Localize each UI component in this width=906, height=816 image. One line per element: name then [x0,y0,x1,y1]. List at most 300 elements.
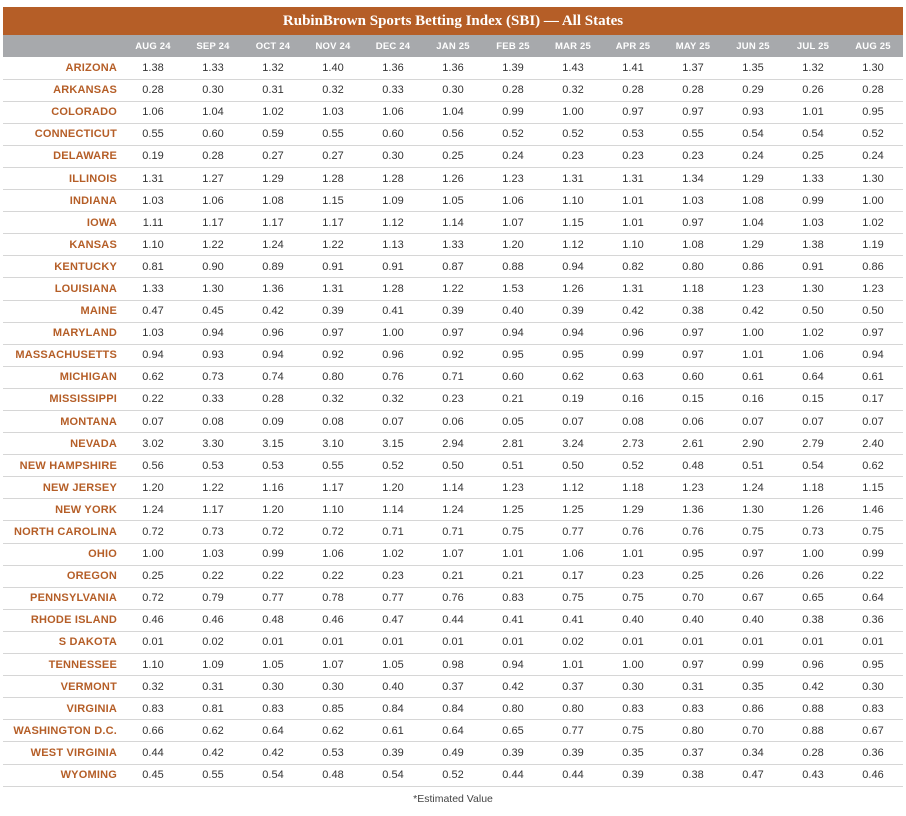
value-cell: 1.29 [262,172,284,185]
value-cell: 0.23 [562,150,584,163]
value-cell: 0.62 [142,371,164,384]
value-cell: 1.04 [442,106,464,119]
value-cell: 0.52 [562,128,584,141]
value-cell: 1.04 [742,216,764,229]
value-cell: 1.17 [322,481,344,494]
table-row [3,477,903,499]
value-cell: 0.82 [622,260,644,273]
value-cell: 1.06 [322,548,344,561]
table-row [3,278,903,300]
value-cell: 1.28 [382,282,404,295]
value-cell: 0.56 [142,459,164,472]
value-cell: 0.42 [622,305,644,318]
value-cell: 1.39 [502,61,524,74]
value-cell: 1.10 [142,238,164,251]
state-label: DELAWARE [53,150,117,163]
value-cell: 0.40 [382,680,404,693]
value-cell: 1.10 [142,658,164,671]
value-cell: 0.83 [262,702,284,715]
value-cell: 0.94 [562,260,584,273]
value-cell: 1.03 [682,194,704,207]
value-cell: 0.81 [202,702,224,715]
value-cell: 0.94 [142,349,164,362]
value-cell: 1.41 [622,61,644,74]
value-cell: 0.50 [562,459,584,472]
table-row [3,565,903,587]
value-cell: 0.46 [142,614,164,627]
value-cell: 0.95 [502,349,524,362]
state-label: KENTUCKY [54,260,117,273]
value-cell: 0.25 [442,150,464,163]
value-cell: 0.32 [322,393,344,406]
value-cell: 0.51 [742,459,764,472]
value-cell: 0.33 [202,393,224,406]
value-cell: 0.87 [442,260,464,273]
value-cell: 1.20 [382,481,404,494]
value-cell: 0.01 [862,636,884,649]
value-cell: 0.62 [202,724,224,737]
value-cell: 1.06 [142,106,164,119]
value-cell: 0.44 [562,769,584,782]
value-cell: 0.07 [802,415,824,428]
value-cell: 0.99 [802,194,824,207]
value-cell: 0.31 [262,84,284,97]
value-cell: 0.15 [682,393,704,406]
value-cell: 0.17 [562,570,584,583]
value-cell: 1.53 [502,282,524,295]
value-cell: 1.12 [382,216,404,229]
value-cell: 0.40 [742,614,764,627]
value-cell: 0.48 [262,614,284,627]
value-cell: 1.17 [262,216,284,229]
value-cell: 0.01 [262,636,284,649]
value-cell: 1.06 [502,194,524,207]
value-cell: 0.01 [322,636,344,649]
value-cell: 1.15 [562,216,584,229]
value-cell: 0.23 [622,150,644,163]
value-cell: 1.33 [202,61,224,74]
value-cell: 0.52 [622,459,644,472]
value-cell: 0.73 [202,526,224,539]
value-cell: 0.73 [802,526,824,539]
value-cell: 0.99 [262,548,284,561]
value-cell: 0.30 [442,84,464,97]
state-label: OHIO [88,548,117,561]
table-body [3,57,903,786]
value-cell: 0.22 [142,393,164,406]
table-row [3,388,903,410]
value-cell: 1.18 [682,282,704,295]
value-cell: 1.02 [382,548,404,561]
value-cell: 0.77 [562,526,584,539]
value-cell: 0.70 [742,724,764,737]
value-cell: 1.26 [802,503,824,516]
value-cell: 0.84 [382,702,404,715]
value-cell: 3.15 [382,437,404,450]
value-cell: 0.21 [442,570,464,583]
value-cell: 1.07 [322,658,344,671]
table-row [3,654,903,676]
table-row [3,234,903,256]
value-cell: 0.94 [562,327,584,340]
value-cell: 0.86 [742,260,764,273]
value-cell: 1.26 [442,172,464,185]
state-label: ILLINOIS [68,172,117,185]
value-cell: 0.80 [682,724,704,737]
value-cell: 0.65 [502,724,524,737]
value-cell: 1.14 [442,481,464,494]
value-cell: 0.23 [622,570,644,583]
value-cell: 0.28 [262,393,284,406]
header-state-column [3,35,123,57]
value-cell: 0.60 [502,371,524,384]
state-label: INDIANA [69,194,117,207]
value-cell: 1.12 [562,481,584,494]
value-cell: 0.01 [502,636,524,649]
value-cell: 0.76 [682,526,704,539]
value-cell: 0.55 [142,128,164,141]
value-cell: 1.18 [802,481,824,494]
value-cell: 0.47 [382,614,404,627]
value-cell: 0.41 [502,614,524,627]
value-cell: 0.50 [442,459,464,472]
column-header: NOV 24 [315,40,351,52]
value-cell: 2.73 [622,437,644,450]
value-cell: 0.36 [862,746,884,759]
value-cell: 0.53 [202,459,224,472]
value-cell: 0.53 [322,746,344,759]
footnote: *Estimated Value [413,792,493,805]
value-cell: 1.26 [562,282,584,295]
value-cell: 1.00 [742,327,764,340]
value-cell: 1.17 [202,503,224,516]
value-cell: 0.26 [742,570,764,583]
value-cell: 0.75 [502,526,524,539]
column-header: FEB 25 [496,40,530,52]
state-label: KANSAS [69,238,117,251]
value-cell: 0.05 [502,415,524,428]
value-cell: 1.30 [202,282,224,295]
value-cell: 0.97 [682,658,704,671]
value-cell: 1.32 [802,61,824,74]
value-cell: 0.53 [622,128,644,141]
value-cell: 0.84 [442,702,464,715]
value-cell: 0.95 [682,548,704,561]
value-cell: 0.80 [502,702,524,715]
value-cell: 0.97 [682,216,704,229]
value-cell: 0.95 [562,349,584,362]
value-cell: 1.05 [382,658,404,671]
value-cell: 1.03 [802,216,824,229]
value-cell: 0.24 [502,150,524,163]
value-cell: 1.01 [502,548,524,561]
value-cell: 0.92 [322,349,344,362]
value-cell: 0.31 [202,680,224,693]
value-cell: 0.83 [142,702,164,715]
value-cell: 0.96 [622,327,644,340]
value-cell: 0.01 [442,636,464,649]
state-label: WASHINGTON D.C. [13,724,117,737]
value-cell: 0.80 [682,260,704,273]
value-cell: 0.72 [262,526,284,539]
value-cell: 0.97 [682,106,704,119]
value-cell: 0.65 [802,592,824,605]
value-cell: 0.52 [502,128,524,141]
value-cell: 0.92 [442,349,464,362]
value-cell: 0.06 [682,415,704,428]
column-header: APR 25 [615,40,651,52]
value-cell: 0.55 [202,769,224,782]
value-cell: 0.39 [442,305,464,318]
value-cell: 1.40 [322,61,344,74]
value-cell: 0.60 [682,371,704,384]
value-cell: 0.52 [382,459,404,472]
value-cell: 0.55 [682,128,704,141]
table-row [3,145,903,167]
state-label: ARIZONA [65,61,117,74]
value-cell: 0.97 [442,327,464,340]
column-header: AUG 25 [855,40,891,52]
value-cell: 0.25 [682,570,704,583]
table-row [3,764,903,786]
value-cell: 1.24 [742,481,764,494]
column-header: JUN 25 [736,40,770,52]
value-cell: 0.23 [382,570,404,583]
value-cell: 1.07 [442,548,464,561]
value-cell: 0.46 [862,769,884,782]
value-cell: 0.39 [382,746,404,759]
state-label: MASSACHUSETTS [15,349,117,362]
value-cell: 1.31 [622,282,644,295]
value-cell: 1.03 [142,327,164,340]
value-cell: 0.01 [142,636,164,649]
value-cell: 0.30 [202,84,224,97]
value-cell: 0.64 [802,371,824,384]
value-cell: 0.97 [682,349,704,362]
value-cell: 0.99 [502,106,524,119]
value-cell: 0.64 [862,592,884,605]
value-cell: 0.19 [562,393,584,406]
value-cell: 0.30 [622,680,644,693]
value-cell: 1.36 [382,61,404,74]
value-cell: 0.83 [682,702,704,715]
value-cell: 0.42 [802,680,824,693]
value-cell: 0.59 [262,128,284,141]
table-row [3,167,903,189]
state-label: NEW JERSEY [42,481,117,494]
value-cell: 1.31 [142,172,164,185]
value-cell: 0.89 [262,260,284,273]
value-cell: 0.48 [322,769,344,782]
value-cell: 0.46 [322,614,344,627]
value-cell: 1.15 [322,194,344,207]
value-cell: 1.22 [442,282,464,295]
value-cell: 0.26 [802,570,824,583]
value-cell: 1.20 [502,238,524,251]
value-cell: 0.41 [382,305,404,318]
value-cell: 0.02 [562,636,584,649]
value-cell: 0.40 [502,305,524,318]
value-cell: 1.16 [262,481,284,494]
column-header: OCT 24 [255,40,291,52]
value-cell: 0.37 [682,746,704,759]
value-cell: 0.91 [382,260,404,273]
value-cell: 1.00 [802,548,824,561]
value-cell: 0.97 [862,327,884,340]
value-cell: 1.36 [442,61,464,74]
value-cell: 0.54 [742,128,764,141]
value-cell: 3.02 [142,437,164,450]
value-cell: 0.21 [502,393,524,406]
value-cell: 0.80 [562,702,584,715]
value-cell: 1.12 [562,238,584,251]
state-label: LOUISIANA [54,282,117,295]
value-cell: 0.94 [502,658,524,671]
state-label: COLORADO [51,106,117,119]
state-label: NEVADA [70,437,117,450]
value-cell: 1.00 [562,106,584,119]
value-cell: 0.29 [742,84,764,97]
value-cell: 1.36 [262,282,284,295]
value-cell: 1.32 [262,61,284,74]
value-cell: 1.38 [142,61,164,74]
value-cell: 1.30 [802,282,824,295]
value-cell: 1.29 [742,238,764,251]
value-cell: 1.08 [742,194,764,207]
value-cell: 0.54 [802,128,824,141]
value-cell: 0.31 [682,680,704,693]
value-cell: 0.38 [802,614,824,627]
value-cell: 1.17 [322,216,344,229]
value-cell: 0.94 [262,349,284,362]
value-cell: 0.78 [322,592,344,605]
value-cell: 0.70 [682,592,704,605]
value-cell: 0.35 [622,746,644,759]
state-label: MAINE [80,305,117,318]
column-header: DEC 24 [375,40,411,52]
value-cell: 1.06 [382,106,404,119]
value-cell: 1.05 [442,194,464,207]
value-cell: 0.07 [862,415,884,428]
value-cell: 1.10 [322,503,344,516]
value-cell: 1.29 [742,172,764,185]
value-cell: 0.39 [502,746,524,759]
value-cell: 0.44 [502,769,524,782]
value-cell: 0.46 [202,614,224,627]
value-cell: 1.10 [622,238,644,251]
value-cell: 0.28 [142,84,164,97]
value-cell: 0.67 [742,592,764,605]
value-cell: 1.20 [262,503,284,516]
value-cell: 0.56 [442,128,464,141]
value-cell: 1.37 [682,61,704,74]
table-row [3,499,903,521]
table-row [3,366,903,388]
value-cell: 0.32 [562,84,584,97]
value-cell: 0.32 [322,84,344,97]
value-cell: 0.96 [382,349,404,362]
value-cell: 0.45 [202,305,224,318]
value-cell: 0.50 [862,305,884,318]
state-label: VERMONT [60,680,117,693]
value-cell: 0.75 [622,724,644,737]
value-cell: 1.01 [622,548,644,561]
table-row [3,455,903,477]
value-cell: 0.28 [862,84,884,97]
value-cell: 0.76 [622,526,644,539]
value-cell: 0.09 [262,415,284,428]
value-cell: 0.71 [442,371,464,384]
value-cell: 1.24 [442,503,464,516]
table-row [3,79,903,101]
value-cell: 0.01 [622,636,644,649]
value-cell: 1.28 [322,172,344,185]
table-row [3,720,903,742]
value-cell: 0.97 [322,327,344,340]
state-label: MICHIGAN [59,371,117,384]
value-cell: 1.27 [202,172,224,185]
value-cell: 0.01 [742,636,764,649]
value-cell: 0.01 [802,636,824,649]
value-cell: 1.08 [262,194,284,207]
column-header: MAY 25 [675,40,711,52]
value-cell: 0.30 [382,150,404,163]
value-cell: 2.40 [862,437,884,450]
table-row [3,411,903,433]
value-cell: 1.01 [802,106,824,119]
value-cell: 0.16 [742,393,764,406]
value-cell: 0.07 [142,415,164,428]
value-cell: 1.09 [202,658,224,671]
value-cell: 1.38 [802,238,824,251]
value-cell: 0.75 [562,592,584,605]
state-label: PENNSYLVANIA [30,592,117,605]
value-cell: 0.39 [562,746,584,759]
value-cell: 0.61 [742,371,764,384]
table-row [3,300,903,322]
value-cell: 0.81 [142,260,164,273]
column-header: JAN 25 [436,40,470,52]
value-cell: 0.42 [502,680,524,693]
value-cell: 1.36 [682,503,704,516]
value-cell: 0.91 [802,260,824,273]
value-cell: 0.07 [382,415,404,428]
value-cell: 0.21 [502,570,524,583]
value-cell: 1.01 [742,349,764,362]
value-cell: 1.23 [862,282,884,295]
value-cell: 0.38 [682,305,704,318]
value-cell: 0.22 [262,570,284,583]
value-cell: 1.25 [562,503,584,516]
value-cell: 0.77 [562,724,584,737]
table-row [3,543,903,565]
table-row [3,631,903,653]
state-label: S DAKOTA [58,636,117,649]
value-cell: 0.01 [382,636,404,649]
value-cell: 1.18 [622,481,644,494]
value-cell: 0.62 [862,459,884,472]
value-cell: 0.27 [322,150,344,163]
value-cell: 0.22 [862,570,884,583]
value-cell: 1.00 [862,194,884,207]
value-cell: 0.62 [562,371,584,384]
value-cell: 1.09 [382,194,404,207]
value-cell: 2.61 [682,437,704,450]
value-cell: 0.72 [142,526,164,539]
state-label: IOWA [86,216,117,229]
sbi-table [3,35,903,787]
value-cell: 1.05 [262,658,284,671]
